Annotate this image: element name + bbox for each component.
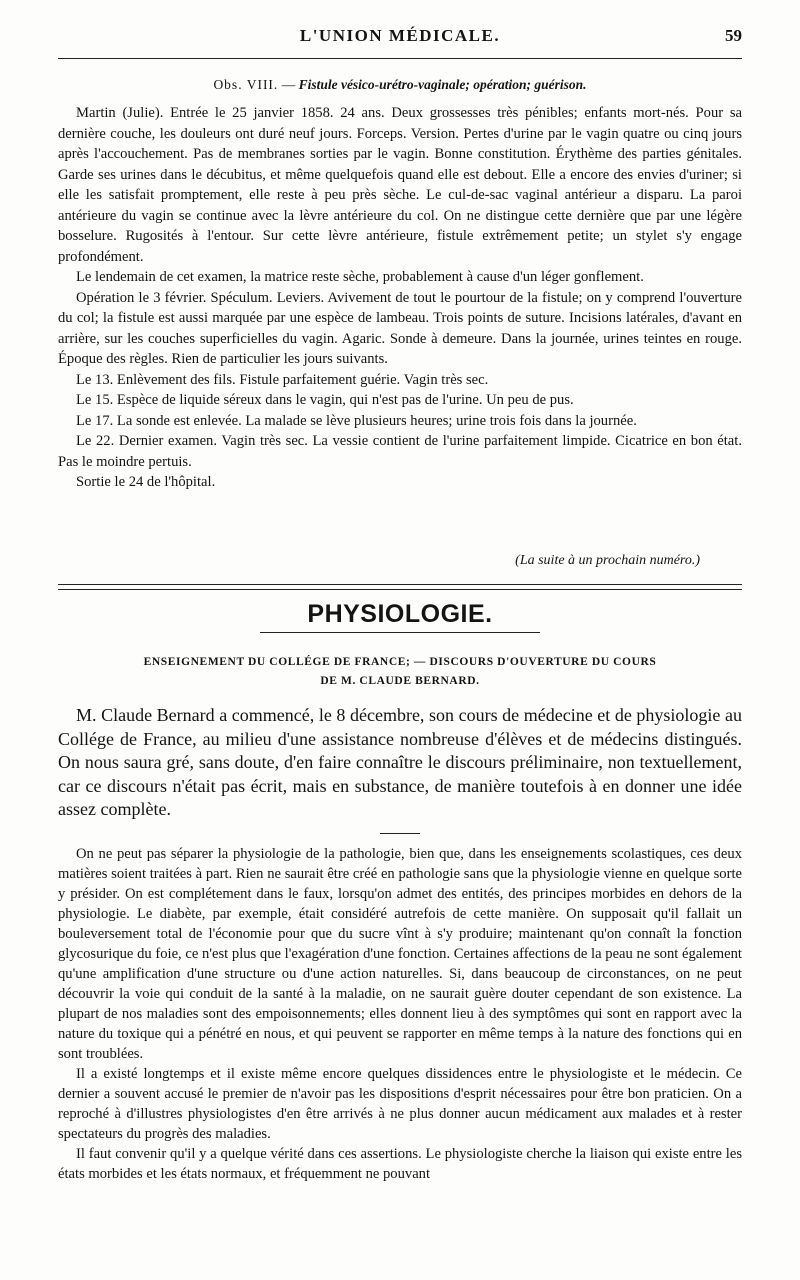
journal-title: L'UNION MÉDICALE.	[299, 26, 501, 45]
obs-paragraph-day-15: Le 15. Espèce de liquide séreux dans le vagin, qui n'est pas de l'urine. Un peu de pus.	[76, 392, 574, 408]
section-title: PHYSIOLOGIE.	[307, 600, 493, 628]
obs-paragraph-day-17: Le 17. La sonde est enlevée. La malade se lève plusieurs heures; urine trois fois dans la journée.	[76, 412, 637, 429]
obs-paragraph-day-13: Le 13. Enlèvement des fils. Fistule parfaitement guérie. Vagin très sec.	[76, 371, 489, 388]
separator-dash	[380, 833, 420, 834]
observation-dash: —	[281, 77, 296, 92]
article-intro	[58, 704, 742, 822]
body-paragraph-3: Il faut convenir qu'il y a quelque vérité dans ces assertions. Le physiologiste cherche la liaison qui existe entre les états morbides et les états normaux, et fréquemment ne pouvant	[58, 1146, 742, 1182]
article-body	[58, 844, 742, 1184]
section-rule-bottom	[58, 589, 742, 590]
observation-heading	[58, 77, 742, 93]
obs-paragraph-operation: Opération le 3 février. Spéculum. Leviers. Avivement de tout le pourtour de la fistule; on y comprend l'ouverture du col; la fistule est aussi marquée par une espèce de lambeau. Trois points de suture. Incisions latérales, d'avant en arrière, sur les couches superficielles du vagin. Agaric. Sonde à demeure. Dans la journée, urines teintes en rouge. Époque des règles. Rien de particulier les jours suivants.	[58, 289, 742, 367]
observation-body	[58, 103, 742, 493]
section-title-underline	[260, 632, 540, 633]
page-number: 59	[725, 26, 742, 45]
continued-note: (La suite à un prochain numéro.)	[515, 553, 700, 568]
running-header	[58, 24, 742, 52]
header-rule	[58, 58, 742, 59]
article-heading-line-2: DE M. CLAUDE BERNARD.	[320, 675, 480, 687]
observation-label: Obs. VIII.	[213, 77, 279, 92]
section-rule-top	[58, 584, 742, 585]
body-paragraph-1: On ne peut pas séparer la physiologie de la pathologie, bien que, dans les enseignements scolastiques, ces deux matières soient traitées à part. Rien ne saurait être créé en pathologie sans que la physiologie vienne en quelque sorte y présider. On est complétement dans le faux, lorsqu'on admet des entités, des principes morbides en dehors de la physiologie. Le diabète, par exemple, était considéré autrefois de cette manière. On supposait qu'il fallait un bouleversement total de l'économie pour que du sucre vînt à s'y produire; maintenant qu'on connaît la fonction glycosurique du foie, ce n'est plus que l'exagération d'une fonction. Certaines affections de la peau ne sont également qu'une amplification d'une structure ou d'une action naturelles. Si, dans beaucoup de circonstances, on ne peut découvrir la voie qui conduit de la santé à la maladie, on ne saurait guère douter cependant de son existence. La plupart de nos maladies sont des empoisonnements; elles donnent lieu à des symptômes qui sont en rapport avec la nature du toxique qui a pénétré en nous, et qui peuvent se rapporter en même temps à la nature des fonctions qui en sont troublées.	[58, 846, 742, 1062]
observation-title: Fistule vésico-urétro-vaginale; opération; guérison.	[298, 77, 587, 92]
obs-paragraph-case: Martin (Julie). Entrée le 25 janvier 1858. 24 ans. Deux grossesses très pénibles; enfants mort-nés. Pour sa dernière couche, les douleurs ont duré neuf jours. Forceps. Version. Pertes d'urine par le vagin quatre ou cinq jours après l'accouchement. Pas de membranes sorties par le vagin. Bonne constitution. Érythème des parties génitales. Garde ses urines dans le décubitus, et même quelquefois quand elle est debout. Elle a encore des envies d'uriner; si elle les satisfait promptement, elle reste à peu près sèche. Le cul-de-sac vaginal antérieur a disparu. La paroi antérieure du vagin se continue avec la lèvre antérieure du col. On ne distingue cette dernière que par une légère bosselure. Rugosités à l'entour. Sur cette lèvre antérieure, fistule extrêmement petite; un stylet s'y engage profondément.	[58, 105, 742, 265]
article-heading-line-1: ENSEIGNEMENT DU COLLÉGE DE FRANCE; — DISCOURS D'OUVERTURE DU COURS	[143, 656, 657, 668]
obs-paragraph-next-day: Le lendemain de cet examen, la matrice reste sèche, probablement à cause d'un léger gonflement.	[76, 269, 644, 285]
intro-paragraph: M. Claude Bernard a commencé, le 8 décembre, son cours de médecine et de physiologie au Collége de France, au milieu d'une assistance nombreuse d'élèves et de médecins distingués. On nous saura gré, sans doute, d'en faire connaître le discours préliminaire, non textuellement, car ce discours n'était pas écrit, mais en substance, de manière toutefois à en donner une idée assez complète.	[58, 705, 742, 820]
obs-paragraph-discharge: Sortie le 24 de l'hôpital.	[76, 474, 216, 490]
body-paragraph-2: Il a existé longtemps et il existe même encore quelques dissidences entre le physiologiste et le médecin. Ce dernier a souvent accusé le premier de n'avoir pas les dispositions d'esprit nécessaires pour être bon praticien. On a reproché à d'illustres physiologistes d'en être arrivés à ne plus donner aucun médicament aux malades et à rester spectateurs du progrès des maladies.	[58, 1066, 742, 1142]
obs-paragraph-day-22: Le 22. Dernier examen. Vagin très sec. La vessie contient de l'urine parfaitement limpide. Cicatrice en bon état. Pas le moindre pertuis.	[58, 433, 742, 470]
